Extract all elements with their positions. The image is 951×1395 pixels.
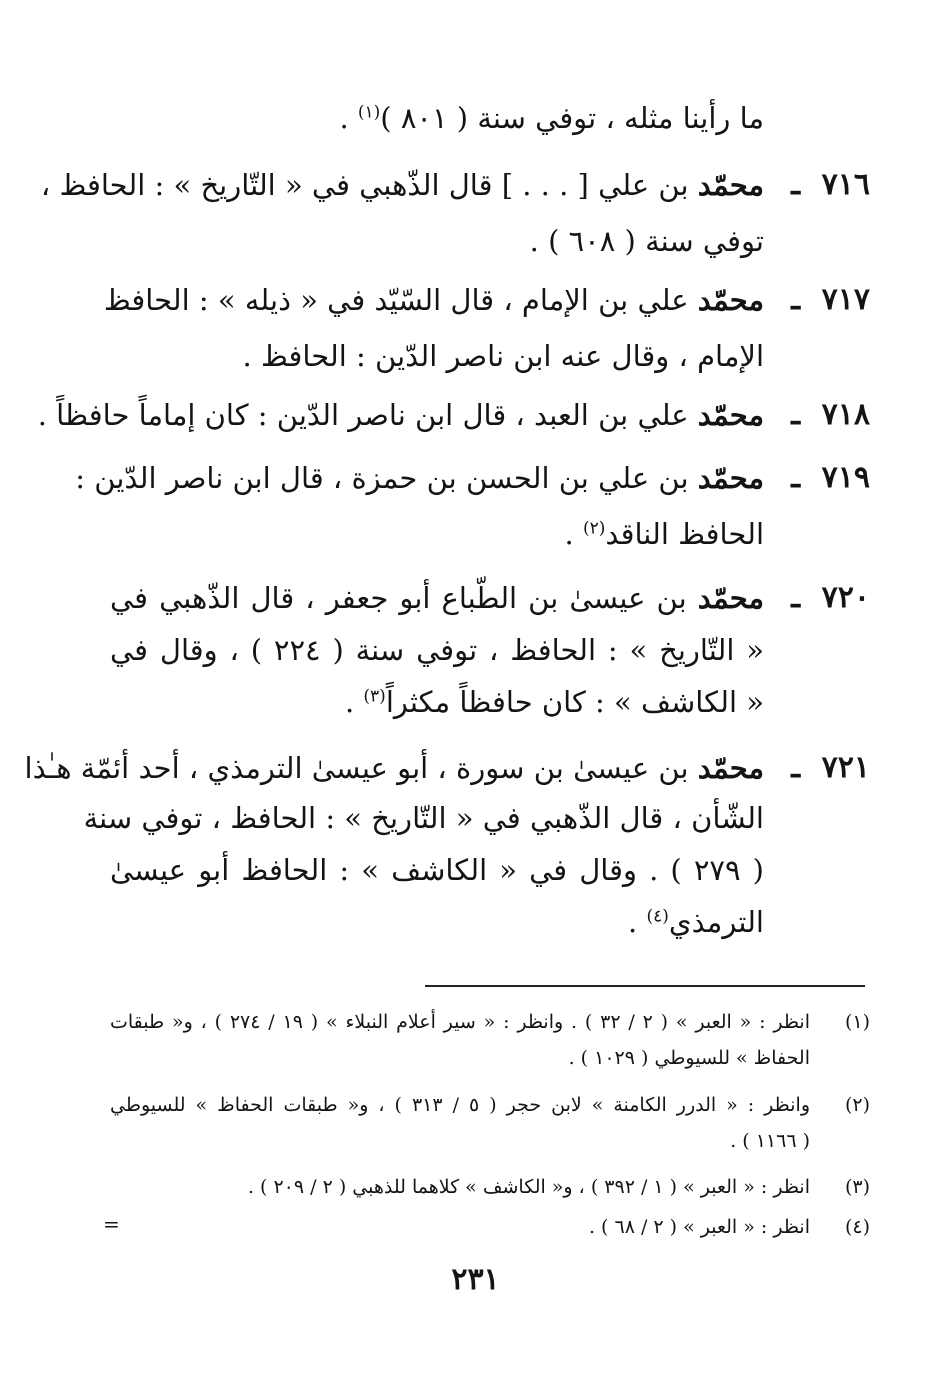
opening-text: ما رأينا مثله ، توفي سنة ( ٨٠١ ) [380, 101, 764, 135]
entry-name: محمّد [697, 751, 764, 785]
entry-name: محمّد [697, 398, 764, 432]
entry-717-line-1: ٧١٧ ـ محمّد علي بن الإمام ، قال السّيّد في « ذيله » : الحافظ [110, 272, 870, 328]
footnote-number: (٣) [844, 1176, 870, 1198]
entry-name: محمّد [697, 283, 764, 317]
entry-721-line-2: الشّأن ، قال الذّهبي في « التّاريخ » : الحافظ ، توفي سنة [83, 801, 764, 835]
entry-dash: ـ [791, 580, 800, 615]
footnote-2-line-1 [110, 1085, 870, 1125]
footnote-text: انظر : « العبر » ( ٢ / ٦٨ ) . [588, 1216, 810, 1238]
footnote-1-line-1 [110, 1002, 870, 1042]
entry-721-line-4: الترمذي$^{(٤)}$ . [628, 905, 764, 939]
entry-dash: ـ [791, 397, 800, 432]
entry-720-line-2: « التّاريخ » : الحافظ ، توفي سنة ( ٢٢٤ ) ، وقال في [110, 633, 764, 667]
footnote-ref: (١) [357, 102, 381, 123]
entry-number: ٧٢١ [821, 750, 870, 785]
entry-718-line-1: ٧١٨ ـ محمّد علي بن العبد ، قال ابن ناصر الدّين : كان إماماً حافظاً . [110, 387, 870, 443]
entry-number: ٧٢٠ [821, 580, 870, 615]
footnote-1-line-2: الحفاظ » للسيوطي ( ١٠٢٩ ) . [568, 1047, 810, 1069]
entry-dash: ـ [791, 282, 800, 317]
footnote-number: (٤) [844, 1216, 870, 1238]
entry-719-line-2: الحافظ الناقد$^{(٢)}$ . [564, 517, 764, 551]
entry-717-line-2: الإمام ، وقال عنه ابن ناصر الدّين : الحافظ . [242, 339, 764, 373]
entry-number: ٧١٨ [821, 397, 870, 432]
page-number: ٢٣١ [451, 1262, 500, 1297]
entry-720-line-1: ٧٢٠ ـ محمّد بن عيسىٰ بن الطّباع أبو جعفر ، قال الذّهبي في [110, 570, 870, 626]
footnote-ref: (٢) [582, 518, 606, 539]
entry-number: ٧١٧ [821, 282, 870, 317]
entry-name: محمّد [697, 168, 764, 202]
footnote-number: (٢) [844, 1094, 870, 1116]
continuation-mark: = [103, 1212, 120, 1236]
entry-number: ٧١٦ [821, 167, 870, 202]
footnote-ref: (٤) [646, 906, 669, 927]
entry-number: ٧١٩ [821, 460, 870, 495]
entry-name: محمّد [697, 581, 764, 615]
opening-line: ما رأينا مثله ، توفي سنة ( ٨٠١ )$^{(١)}$ . [339, 101, 764, 135]
footnote-2-line-2: ( ١١٦٦ ) . [730, 1130, 810, 1152]
footnote-4 [110, 1207, 870, 1247]
entry-dash: ـ [791, 460, 800, 495]
footnote-3 [110, 1167, 870, 1207]
entry-720-line-3: « الكاشف » : كان حافظاً مكثراً$^{(٣)}$ . [344, 685, 764, 719]
entry-dash: ـ [791, 750, 800, 785]
entry-716-line-1: ٧١٦ ـ محمّد بن علي [ . . . ] قال الذّهبي في « التّاريخ » : الحافظ ، [110, 157, 870, 213]
entry-719-line-1: ٧١٩ ـ محمّد بن علي بن الحسن بن حمزة ، قال ابن ناصر الدّين : [110, 450, 870, 506]
entry-721-line-1: ٧٢١ ـ محمّد بن عيسىٰ بن سورة ، أبو عيسىٰ الترمذي ، أحد أئمّة هـٰذا [110, 740, 870, 796]
footnote-ref: (٣) [363, 686, 386, 707]
entry-dash: ـ [791, 167, 800, 202]
entry-721-line-3: ( ٢٧٩ ) . وقال في « الكاشف » : الحافظ أبو عيسىٰ [110, 853, 764, 887]
entry-716-line-2: توفي سنة ( ٦٠٨ ) . [529, 224, 764, 258]
footnote-divider [425, 985, 865, 987]
footnote-number: (١) [844, 1011, 870, 1033]
book-page [24, 90, 870, 1320]
entry-name: محمّد [697, 461, 764, 495]
footnote-text: انظر : « العبر » ( ٢ / ٣٢ ) . وانظر : « سير أعلام النبلاء » ( ١٩ / ٢٧٤ ) ، و« طبقات [110, 1011, 811, 1033]
footnote-text: وانظر : « الدرر الكامنة » لابن حجر ( ٥ / ٣١٣ ) ، و« طبقات الحفاظ » للسيوطي [110, 1094, 810, 1116]
footnote-text: انظر : « العبر » ( ١ / ٣٩٢ ) ، و« الكاشف » كلاهما للذهبي ( ٢ / ٢٠٩ ) . [247, 1176, 810, 1198]
